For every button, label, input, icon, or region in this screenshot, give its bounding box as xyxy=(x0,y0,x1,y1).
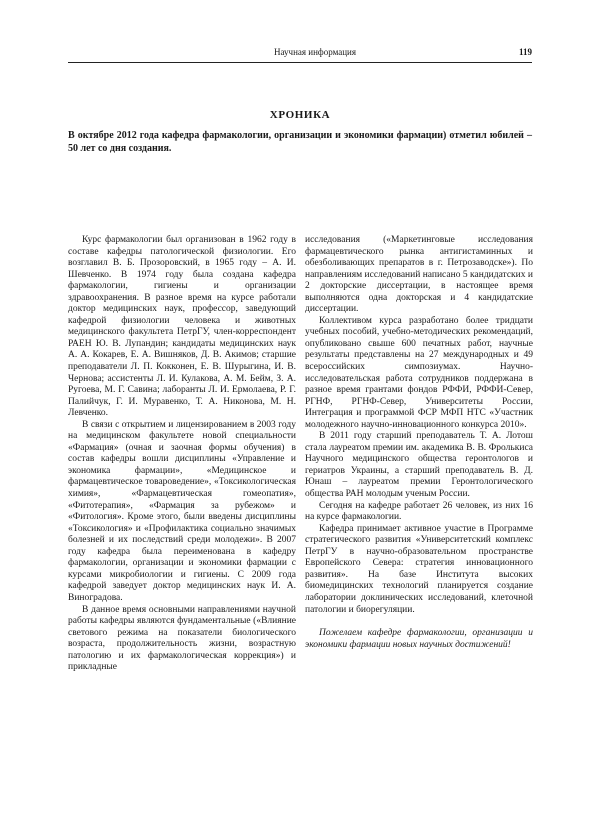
paragraph: Коллективом курса разработано более тридцати учебных пособий, учебно-методических рекомендаций, опубликовано свыше 600 печатных работ, научные результаты представлены на 27 международных и 49 всероссийских симпозиумах. Научно-исследовательская работа сотрудников поддержана в разное время грантами фондов РФФИ, РФФИ-Север, РГНФ, РГНФ-Север, Университеты России, Интеграция и программой ФСР МФП НТС «Участник молодежного научно-инновационного конкурса 2010». xyxy=(305,315,533,430)
article-title: ХРОНИКА xyxy=(269,109,331,121)
paragraph: Курс фармакологии был организован в 1962 году в составе кафедры патологической физиологии. Его возглавил В. Б. Прозоровский, в 1965 году – А. И. Шевченко. В 1974 году была создана кафедра фармакологии, гигиены и организации здравоохранения. В разное время на курсе работали доктор медицинских наук, профессор, заведующий кафедрой физиологии человека и животных медицинского факультета ПетрГУ, член-корреспондент РАЕН Ю. В. Лупандин; кандидаты медицинских наук А. А. Кокарев, Е. А. Вишняков, Д. В. Акимов; старшие преподаватели Л. П. Кокконен, Е. В. Шурыгина, И. В. Чернова; ассистенты Л. И. Кулакова, А. М. Бейм, З. А. Ругоева, М. Г. Савина; лаборанты Л. И. Ермолаева, Р. Г. Палийчук, Г. И. Муравенко, Т. А. Никонова, М. Н. Левченко. xyxy=(68,235,296,419)
lead-paragraph: В октябре 2012 года кафедра фармакологии, организации и экономики фармации) отметил юбилей – 50 лет со дня создания. xyxy=(68,130,532,154)
closing-wish: Пожелаем кафедре фармакологии, организации и экономики фармации новых научных достижений! xyxy=(305,628,533,650)
paragraph: В связи с открытием и лицензированием в 2003 году на медицинском факультете новой специальности «Фармация» (очная и заочная формы обучения) в состав кафедры вошли дисциплины «Управление и экономика фармации», «Медицинское и фармацевтическое товароведение», «Токсикологическая химия», «Фармацевтическая гомеопатия», «Фитотерапия», «Фармация за рубежом» и «Фитология». Кроме этого, были введены дисциплины «Токсикология» и «Профилактика социально значимых болезней и их последствий среди молодежи». В 2007 году кафедра была переименована в кафедру фармакологии, организации и экономики фармации с курсами микробиологии и гигиены. С 2009 года кафедрой заведует доктор медицинских наук И. А. Виноградова. xyxy=(68,419,296,603)
running-header xyxy=(68,44,532,60)
paragraph: В 2011 году старший преподаватель Т. А. Лотош стала лауреатом премии им. академика В. В. Фролькиса Научного медицинского общества геронтологов и гериатров Украины, а старший преподаватель В. Д. Юнаш – лауреатом премии Геронтологического общества РАН молодым ученым России. xyxy=(305,431,533,500)
paragraph: В данное время основными направлениями научной работы кафедры являются фундаментальные («Влияние светового режима на показатели биологического возраста, продолжительность жизни, возрастную патологию и их фармакологическая коррекция») и прикладные xyxy=(68,604,296,673)
right-column xyxy=(305,235,533,651)
paragraph: Сегодня на кафедре работает 26 человек, из них 16 на курсе фармакологии. xyxy=(305,500,533,523)
page-number: 119 xyxy=(518,47,532,57)
header-rule xyxy=(68,62,532,63)
paragraph: исследования («Маркетинговые исследования фармацевтического рынка антигистаминных и обезболивающих препаратов в г. Петрозаводске»). По направлениям исследований написано 5 кандидатских и 2 докторские диссертации, в настоящее время выполняются одна докторская и 4 кандидатские диссертации. xyxy=(305,235,533,315)
paragraph: Кафедра принимает активное участие в Программе стратегического развития «Университетский комплекс ПетрГУ в научно-образовательном пространстве Европейского Севера: стратегия инновационного развития». На базе Института высоких биомедицинских технологий планируется создание лаборатории доклинических исследований, клеточной патологии и биорегуляции. xyxy=(305,523,533,615)
running-title: Научная информация xyxy=(274,47,356,57)
left-column xyxy=(68,235,296,674)
